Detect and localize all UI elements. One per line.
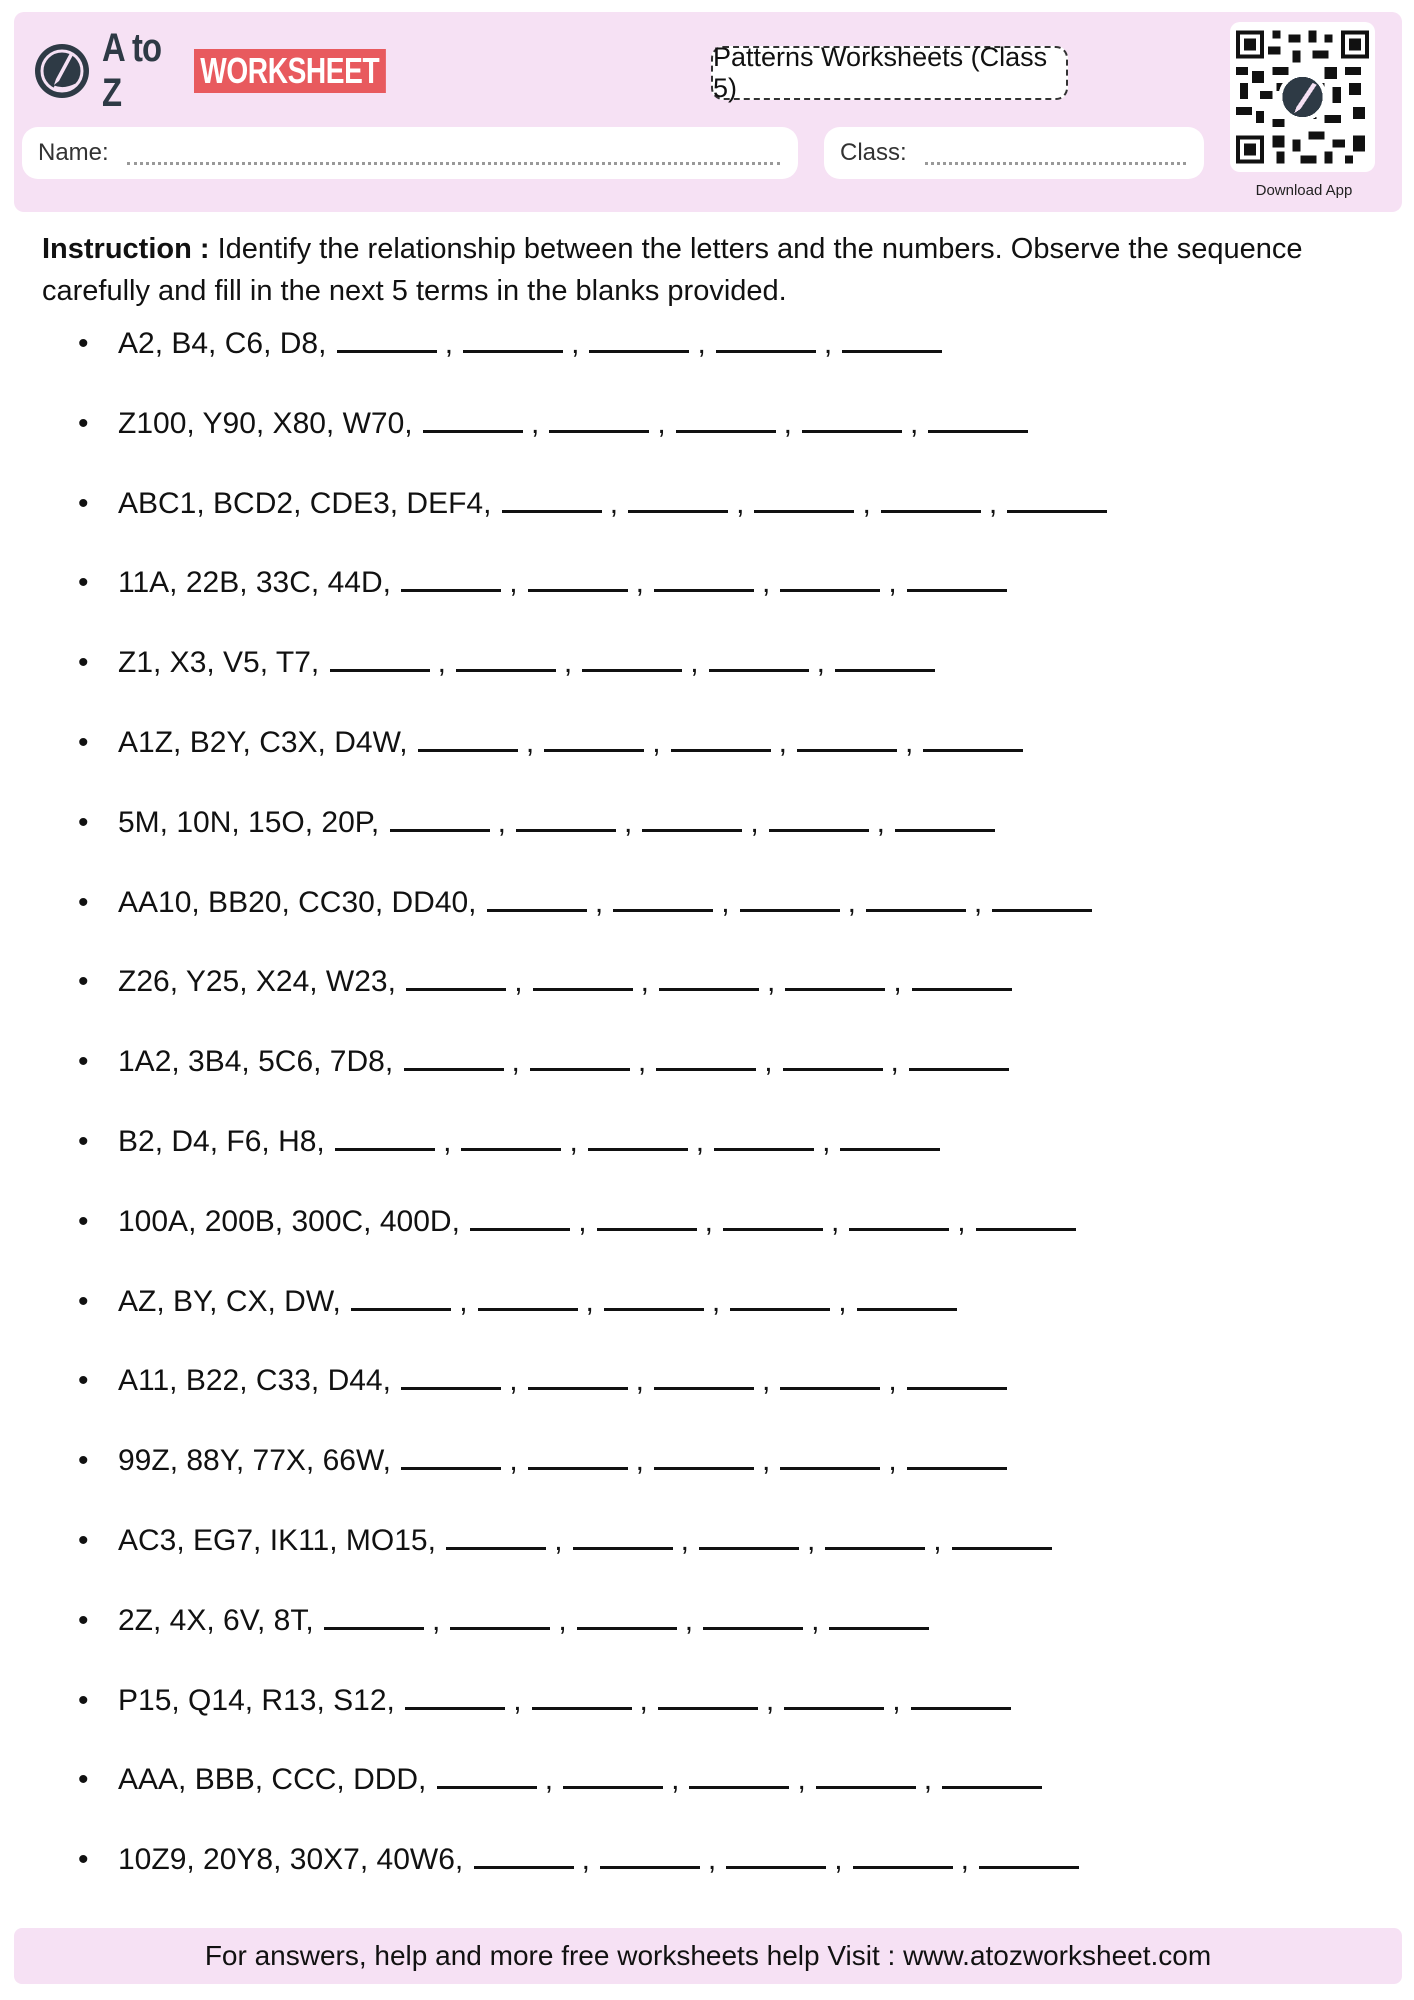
separator: , (639, 1683, 648, 1717)
name-field[interactable] (22, 127, 798, 179)
download-app-label: Download App (1255, 182, 1353, 199)
question-sequence (118, 1439, 1009, 1483)
separator: , (530, 406, 540, 440)
answer-blank[interactable] (450, 1600, 550, 1630)
separator: , (797, 1763, 806, 1797)
answer-blank[interactable] (780, 562, 880, 592)
question-item (78, 801, 1378, 881)
answer-blank[interactable] (714, 1121, 814, 1151)
answer-blank[interactable] (324, 1600, 424, 1630)
separator: , (544, 1763, 554, 1797)
separator: , (704, 1204, 713, 1238)
sequence-text: 99Z, 88Y, 77X, 66W, (118, 1444, 391, 1478)
separator: , (707, 1843, 717, 1877)
separator: , (834, 1843, 843, 1877)
answer-blank[interactable] (463, 323, 563, 353)
separator: , (811, 1603, 820, 1637)
answer-blank[interactable] (487, 882, 587, 912)
question-item (78, 1359, 1378, 1439)
answer-blank[interactable] (437, 1759, 537, 1789)
answer-blank[interactable] (754, 483, 854, 513)
separator: , (888, 1444, 897, 1478)
separator: , (497, 805, 506, 839)
answer-blank[interactable] (780, 1440, 880, 1470)
answer-blank[interactable] (654, 1440, 754, 1470)
site-logo (32, 26, 440, 115)
question-sequence (118, 1838, 1081, 1882)
separator: , (514, 965, 523, 999)
separator: , (988, 486, 998, 520)
answer-blank[interactable] (909, 1041, 1009, 1071)
bullet-icon: • (78, 406, 89, 440)
answer-blank[interactable] (659, 961, 759, 991)
sequence-text: 2Z, 4X, 6V, 8T, (118, 1603, 314, 1637)
answer-blank[interactable] (446, 1520, 546, 1550)
question-sequence (118, 482, 1109, 526)
answer-blank[interactable] (390, 802, 490, 832)
separator: , (711, 1284, 721, 1318)
separator: , (444, 327, 454, 360)
answer-blank[interactable] (740, 882, 840, 912)
separator: , (822, 1124, 831, 1158)
sequence-text: AA10, BB20, CC30, DD40, (118, 885, 477, 919)
separator: , (910, 406, 919, 440)
answer-blank[interactable] (825, 1520, 925, 1550)
separator: , (637, 1045, 647, 1079)
bullet-icon: • (78, 1284, 89, 1318)
separator: , (511, 1045, 520, 1079)
answer-blank[interactable] (337, 323, 437, 353)
separator: , (509, 1364, 518, 1398)
question-item (78, 482, 1378, 562)
logo-text: A to Z (102, 26, 162, 115)
separator: , (933, 1523, 942, 1557)
answer-blank[interactable] (642, 802, 742, 832)
separator: , (459, 1284, 468, 1318)
answer-blank[interactable] (895, 802, 995, 832)
answer-blank[interactable] (406, 961, 506, 991)
separator: , (904, 725, 914, 759)
answer-blank[interactable] (923, 722, 1023, 752)
answer-blank[interactable] (533, 961, 633, 991)
separator: , (697, 327, 706, 360)
separator: , (443, 1124, 452, 1158)
separator: , (830, 1204, 840, 1238)
answer-blank[interactable] (979, 1839, 1079, 1869)
separator: , (888, 1364, 897, 1398)
question-sequence (118, 1040, 1011, 1084)
answer-blank[interactable] (604, 1281, 704, 1311)
answer-blank[interactable] (423, 403, 523, 433)
qr-code[interactable] (1230, 22, 1375, 172)
question-sequence (118, 721, 1025, 765)
bullet-icon: • (78, 1523, 89, 1557)
bullet-icon: • (78, 327, 89, 360)
answer-blank[interactable] (613, 882, 713, 912)
answer-blank[interactable] (563, 1759, 663, 1789)
answer-blank[interactable] (474, 1839, 574, 1869)
answer-blank[interactable] (654, 1360, 754, 1390)
answer-blank[interactable] (597, 1201, 697, 1231)
separator: , (581, 1843, 590, 1877)
bullet-icon: • (78, 1045, 89, 1079)
sequence-text: A1Z, B2Y, C3X, D4W, (118, 725, 408, 759)
separator: , (437, 646, 446, 680)
answer-blank[interactable] (952, 1520, 1052, 1550)
sequence-text: 10Z9, 20Y8, 30X7, 40W6, (118, 1843, 464, 1877)
separator: , (750, 805, 759, 839)
separator: , (736, 486, 745, 520)
question-item (78, 641, 1378, 721)
answer-blank[interactable] (600, 1839, 700, 1869)
separator: , (960, 1843, 969, 1877)
answer-blank[interactable] (802, 403, 902, 433)
separator: , (432, 1603, 441, 1637)
separator: , (765, 1683, 775, 1717)
sequence-text: AC3, EG7, IK11, MO15, (118, 1523, 436, 1557)
question-sequence (118, 1359, 1009, 1403)
separator: , (876, 805, 885, 839)
separator: , (957, 1204, 966, 1238)
question-item (78, 881, 1378, 961)
class-field[interactable] (824, 127, 1204, 179)
answer-blank[interactable] (656, 1041, 756, 1071)
answer-blank[interactable] (1007, 483, 1107, 513)
separator: , (847, 885, 856, 919)
answer-blank[interactable] (689, 1759, 789, 1789)
separator: , (923, 1763, 933, 1797)
answer-blank[interactable] (671, 722, 771, 752)
answer-blank[interactable] (709, 642, 809, 672)
separator: , (578, 1204, 587, 1238)
class-input-line[interactable] (925, 162, 1186, 165)
footer-banner: For answers, help and more free worksheets help Visit : www.atozworksheet.com (14, 1928, 1402, 1984)
bullet-icon: • (78, 1444, 89, 1478)
answer-blank[interactable] (976, 1201, 1076, 1231)
separator: , (554, 1523, 563, 1557)
class-label: Class: (840, 139, 907, 166)
bullet-icon: • (78, 805, 89, 839)
question-sequence (118, 881, 1094, 925)
answer-blank[interactable] (628, 483, 728, 513)
sequence-text: P15, Q14, R13, S12, (118, 1683, 395, 1717)
separator: , (721, 885, 730, 919)
answer-blank[interactable] (783, 1041, 883, 1071)
answer-blank[interactable] (335, 1121, 435, 1151)
answer-blank[interactable] (842, 323, 942, 353)
name-input-line[interactable] (127, 162, 780, 165)
separator: , (585, 1284, 594, 1318)
question-sequence (118, 1120, 942, 1164)
question-item (78, 1040, 1378, 1120)
answer-blank[interactable] (456, 642, 556, 672)
answer-blank[interactable] (816, 1759, 916, 1789)
separator: , (657, 406, 666, 440)
answer-blank[interactable] (723, 1201, 823, 1231)
question-item (78, 1599, 1378, 1679)
instruction-label: Instruction : (42, 233, 210, 265)
question-item (78, 721, 1378, 801)
answer-blank[interactable] (784, 1680, 884, 1710)
bullet-icon: • (78, 1364, 89, 1398)
separator: , (640, 965, 649, 999)
answer-blank[interactable] (780, 1360, 880, 1390)
question-item (78, 1758, 1378, 1838)
answer-blank[interactable] (907, 1440, 1007, 1470)
answer-blank[interactable] (907, 562, 1007, 592)
answer-blank[interactable] (840, 1121, 940, 1151)
answer-blank[interactable] (676, 403, 776, 433)
sequence-text: A11, B22, C33, D44, (118, 1364, 391, 1398)
answer-blank[interactable] (528, 1440, 628, 1470)
question-sequence (118, 1280, 959, 1324)
instruction-body: Identify the relationship between the letters and the numbers. Observe the sequence carefully and fill in the next 5 terms in the blanks provided. (42, 233, 1303, 307)
answer-blank[interactable] (401, 1440, 501, 1470)
answer-blank[interactable] (907, 1360, 1007, 1390)
question-list (78, 322, 1378, 1918)
separator: , (690, 646, 699, 680)
sequence-text: AAA, BBB, CCC, DDD, (118, 1763, 427, 1797)
separator: , (635, 566, 644, 600)
answer-blank[interactable] (829, 1600, 929, 1630)
answer-blank[interactable] (928, 403, 1028, 433)
answer-blank[interactable] (769, 802, 869, 832)
sequence-text: 5M, 10N, 15O, 20P, (118, 805, 380, 839)
question-item (78, 402, 1378, 482)
question-item (78, 322, 1378, 402)
answer-blank[interactable] (866, 882, 966, 912)
answer-blank[interactable] (528, 562, 628, 592)
sequence-text: ABC1, BCD2, CDE3, DEF4, (118, 486, 492, 520)
question-item (78, 1200, 1378, 1280)
sequence-text: A2, B4, C6, D8, (118, 327, 327, 360)
answer-blank[interactable] (532, 1680, 632, 1710)
question-item (78, 1679, 1378, 1759)
bullet-icon: • (78, 965, 89, 999)
sequence-text: Z26, Y25, X24, W23, (118, 965, 396, 999)
answer-blank[interactable] (530, 1041, 630, 1071)
question-sequence (118, 801, 997, 845)
sequence-text: Z1, X3, V5, T7, (118, 646, 320, 680)
answer-blank[interactable] (912, 961, 1012, 991)
bullet-icon: • (78, 486, 89, 520)
question-item (78, 960, 1378, 1040)
answer-blank[interactable] (544, 722, 644, 752)
instruction-text (42, 228, 1382, 312)
separator: , (652, 725, 661, 759)
separator: , (609, 486, 619, 520)
separator: , (890, 1045, 899, 1079)
separator: , (892, 1683, 901, 1717)
answer-blank[interactable] (577, 1600, 677, 1630)
question-sequence (118, 1758, 1044, 1802)
separator: , (973, 885, 983, 919)
bullet-icon: • (78, 1204, 89, 1238)
separator: , (761, 566, 771, 600)
answer-blank[interactable] (730, 1281, 830, 1311)
separator: , (671, 1763, 680, 1797)
worksheet-title: Patterns Worksheets (Class 5) (711, 46, 1068, 100)
answer-blank[interactable] (797, 722, 897, 752)
separator: , (594, 885, 604, 919)
answer-blank[interactable] (703, 1600, 803, 1630)
answer-blank[interactable] (516, 802, 616, 832)
separator: , (569, 1124, 578, 1158)
separator: , (838, 1284, 847, 1318)
answer-blank[interactable] (582, 642, 682, 672)
answer-blank[interactable] (835, 642, 935, 672)
answer-blank[interactable] (588, 1121, 688, 1151)
bullet-icon: • (78, 1763, 89, 1797)
qr-code-icon (1236, 28, 1369, 166)
bullet-icon: • (78, 1843, 89, 1877)
sequence-text: 100A, 200B, 300C, 400D, (118, 1204, 460, 1238)
question-sequence (118, 561, 1009, 605)
separator: , (764, 1045, 773, 1079)
question-sequence (118, 322, 944, 366)
name-label: Name: (38, 139, 109, 166)
separator: , (761, 1364, 771, 1398)
question-sequence (118, 1679, 1013, 1723)
answer-blank[interactable] (726, 1839, 826, 1869)
pen-logo-icon (32, 41, 92, 101)
separator: , (695, 1124, 705, 1158)
separator: , (635, 1364, 644, 1398)
separator: , (762, 1444, 771, 1478)
question-sequence (118, 641, 937, 685)
answer-blank[interactable] (992, 882, 1092, 912)
question-sequence (118, 1200, 1078, 1244)
answer-blank[interactable] (478, 1281, 578, 1311)
answer-blank[interactable] (528, 1360, 628, 1390)
bullet-icon: • (78, 566, 89, 600)
separator: , (783, 406, 792, 440)
answer-blank[interactable] (911, 1680, 1011, 1710)
separator: , (571, 327, 580, 360)
question-item (78, 561, 1378, 641)
separator: , (623, 805, 633, 839)
separator: , (862, 486, 871, 520)
separator: , (509, 566, 518, 600)
answer-blank[interactable] (699, 1520, 799, 1550)
answer-blank[interactable] (849, 1201, 949, 1231)
answer-blank[interactable] (853, 1839, 953, 1869)
separator: , (525, 725, 535, 759)
separator: , (893, 965, 902, 999)
sequence-text: AZ, BY, CX, DW, (118, 1284, 341, 1318)
bullet-icon: • (78, 646, 89, 680)
answer-blank[interactable] (418, 722, 518, 752)
question-item (78, 1519, 1378, 1599)
answer-blank[interactable] (502, 483, 602, 513)
answer-blank[interactable] (716, 323, 816, 353)
separator: , (816, 646, 825, 680)
bullet-icon: • (78, 885, 89, 919)
question-item (78, 1838, 1378, 1918)
answer-blank[interactable] (549, 403, 649, 433)
answer-blank[interactable] (589, 323, 689, 353)
bullet-icon: • (78, 1603, 89, 1637)
question-sequence (118, 1519, 1054, 1563)
separator: , (778, 725, 787, 759)
sequence-text: 1A2, 3B4, 5C6, 7D8, (118, 1045, 394, 1079)
answer-blank[interactable] (658, 1680, 758, 1710)
separator: , (766, 965, 776, 999)
answer-blank[interactable] (401, 562, 501, 592)
answer-blank[interactable] (351, 1281, 451, 1311)
separator: , (635, 1444, 644, 1478)
sequence-text: 11A, 22B, 33C, 44D, (118, 566, 391, 600)
separator: , (558, 1603, 567, 1637)
answer-blank[interactable] (470, 1201, 570, 1231)
answer-blank[interactable] (405, 1680, 505, 1710)
separator: , (680, 1523, 689, 1557)
answer-blank[interactable] (573, 1520, 673, 1550)
question-sequence (118, 402, 1030, 446)
sequence-text: Z100, Y90, X80, W70, (118, 406, 413, 440)
answer-blank[interactable] (785, 961, 885, 991)
answer-blank[interactable] (942, 1759, 1042, 1789)
bullet-icon: • (78, 725, 89, 759)
answer-blank[interactable] (401, 1360, 501, 1390)
separator: , (888, 566, 897, 600)
separator: , (684, 1603, 694, 1637)
separator: , (823, 327, 833, 360)
separator: , (509, 1444, 518, 1478)
separator: , (513, 1683, 522, 1717)
answer-blank[interactable] (404, 1041, 504, 1071)
bullet-icon: • (78, 1683, 89, 1717)
logo-badge: WORKSHEET (194, 49, 385, 93)
answer-blank[interactable] (857, 1281, 957, 1311)
answer-blank[interactable] (881, 483, 981, 513)
answer-blank[interactable] (330, 642, 430, 672)
separator: , (563, 646, 573, 680)
question-item (78, 1120, 1378, 1200)
separator: , (806, 1523, 816, 1557)
answer-blank[interactable] (461, 1121, 561, 1151)
answer-blank[interactable] (654, 562, 754, 592)
question-sequence (118, 960, 1014, 1004)
question-item (78, 1439, 1378, 1519)
question-sequence (118, 1599, 931, 1643)
sequence-text: B2, D4, F6, H8, (118, 1124, 325, 1158)
question-item (78, 1280, 1378, 1360)
bullet-icon: • (78, 1124, 89, 1158)
